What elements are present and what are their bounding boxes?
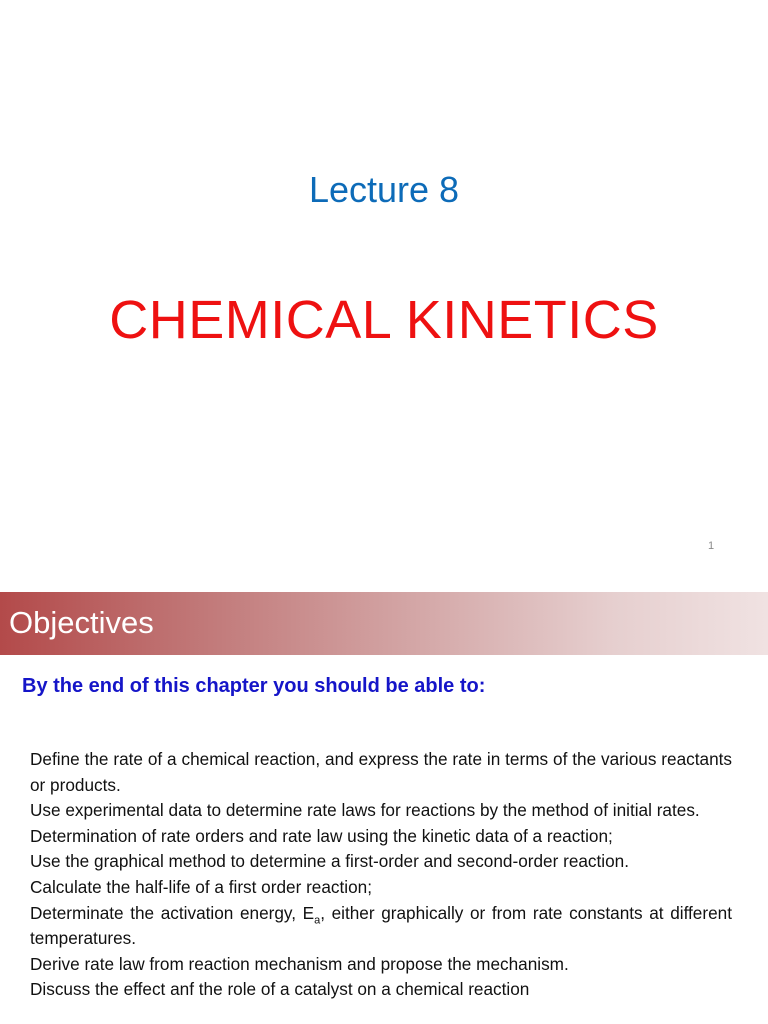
slide-separator	[0, 582, 768, 592]
lecture-label: Lecture 8	[308, 169, 460, 210]
list-item: Discuss the effect anf the role of a catalyst on a chemical reaction	[30, 979, 530, 1000]
objectives-list	[30, 747, 732, 1003]
subscript: a	[314, 914, 321, 926]
list-item: Define the rate of a chemical reaction, and express the rate in terms of the various reactants or products.	[30, 749, 732, 795]
objectives-subtitle: By the end of this chapter you should be able to:	[22, 675, 486, 697]
list-item: Use experimental data to determine rate laws for reactions by the method of initial rates.	[30, 800, 700, 821]
list-item-text: , either graphically or from rate constants at different temperatures.	[30, 902, 732, 949]
list-item: Calculate the half-life of a first order reaction;	[30, 876, 373, 897]
slide-number: 1	[708, 540, 715, 552]
slide-title: CHEMICAL KINETICS	[109, 290, 659, 350]
list-item: Derive rate law from reaction mechanism and propose the mechanism.	[30, 953, 569, 974]
list-item	[30, 901, 732, 952]
objectives-banner	[0, 592, 768, 655]
objectives-slide	[0, 592, 768, 1024]
banner-title: Objectives	[9, 605, 154, 640]
list-item-text: Determinate the activation energy, E	[30, 902, 315, 923]
list-item: Determination of rate orders and rate law using the kinetic data of a reaction;	[30, 825, 613, 846]
list-item: Use the graphical method to determine a first-order and second-order reaction.	[30, 851, 630, 872]
